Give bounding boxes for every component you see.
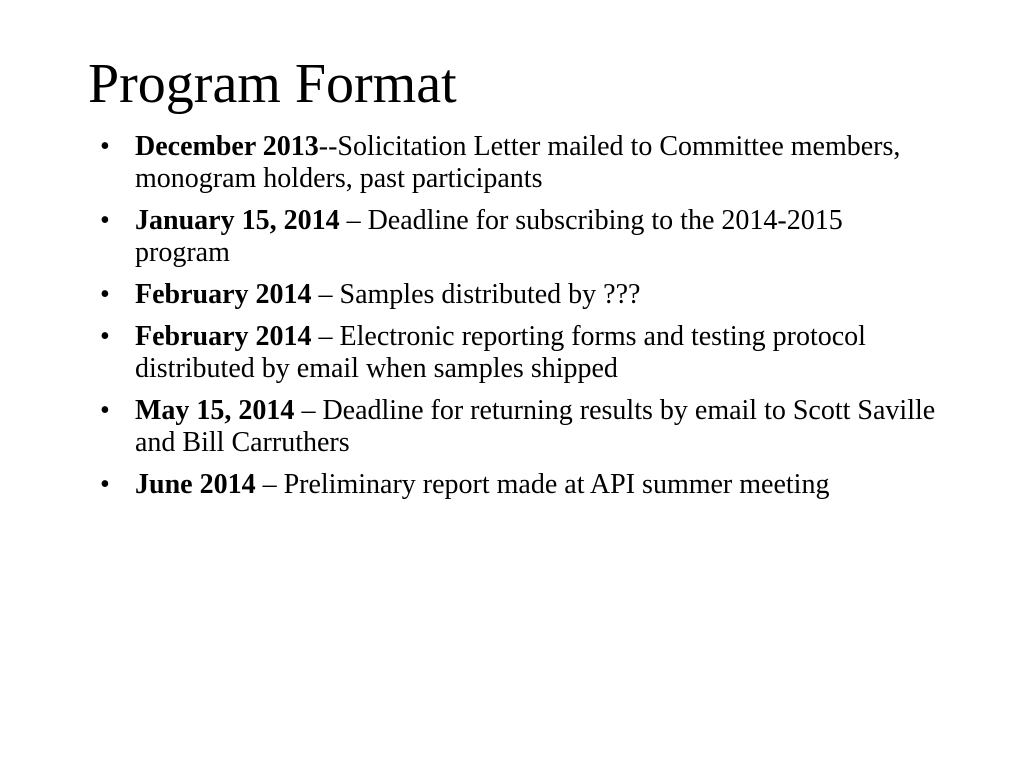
bullet-item: [100, 395, 940, 459]
bullet-icon: •: [100, 131, 110, 162]
slide-title: Program Format: [88, 53, 457, 115]
bullet-text: – Preliminary report made at API summer meeting: [255, 469, 830, 500]
bullet-icon: •: [100, 469, 110, 500]
bullet-date: February 2014: [135, 321, 312, 352]
bullet-item: [100, 279, 940, 311]
bullet-icon: •: [100, 205, 110, 236]
bullet-text: – Samples distributed by ???: [311, 279, 641, 310]
bullet-item: [100, 205, 940, 269]
bullet-list: [100, 131, 940, 511]
bullet-text: – Deadline for subscribing to the 2014-2015 program: [135, 205, 843, 268]
bullet-icon: •: [100, 279, 110, 310]
bullet-icon: •: [100, 395, 110, 426]
bullet-date: February 2014: [135, 279, 312, 310]
bullet-text: – Deadline for returning results by email to Scott Saville and Bill Carruthers: [135, 395, 936, 458]
bullet-icon: •: [100, 321, 110, 352]
bullet-date: January 15, 2014: [135, 205, 340, 236]
bullet-date: December 2013: [135, 131, 319, 162]
bullet-item: [100, 469, 940, 501]
bullet-text: --Solicitation Letter mailed to Committee members, monogram holders, past participants: [135, 131, 901, 194]
bullet-date: May 15, 2014: [135, 395, 295, 426]
bullet-text: – Electronic reporting forms and testing protocol distributed by email when samples shipped: [135, 321, 866, 384]
bullet-item: [100, 131, 940, 195]
bullet-date: June 2014: [135, 469, 256, 500]
bullet-item: [100, 321, 940, 385]
